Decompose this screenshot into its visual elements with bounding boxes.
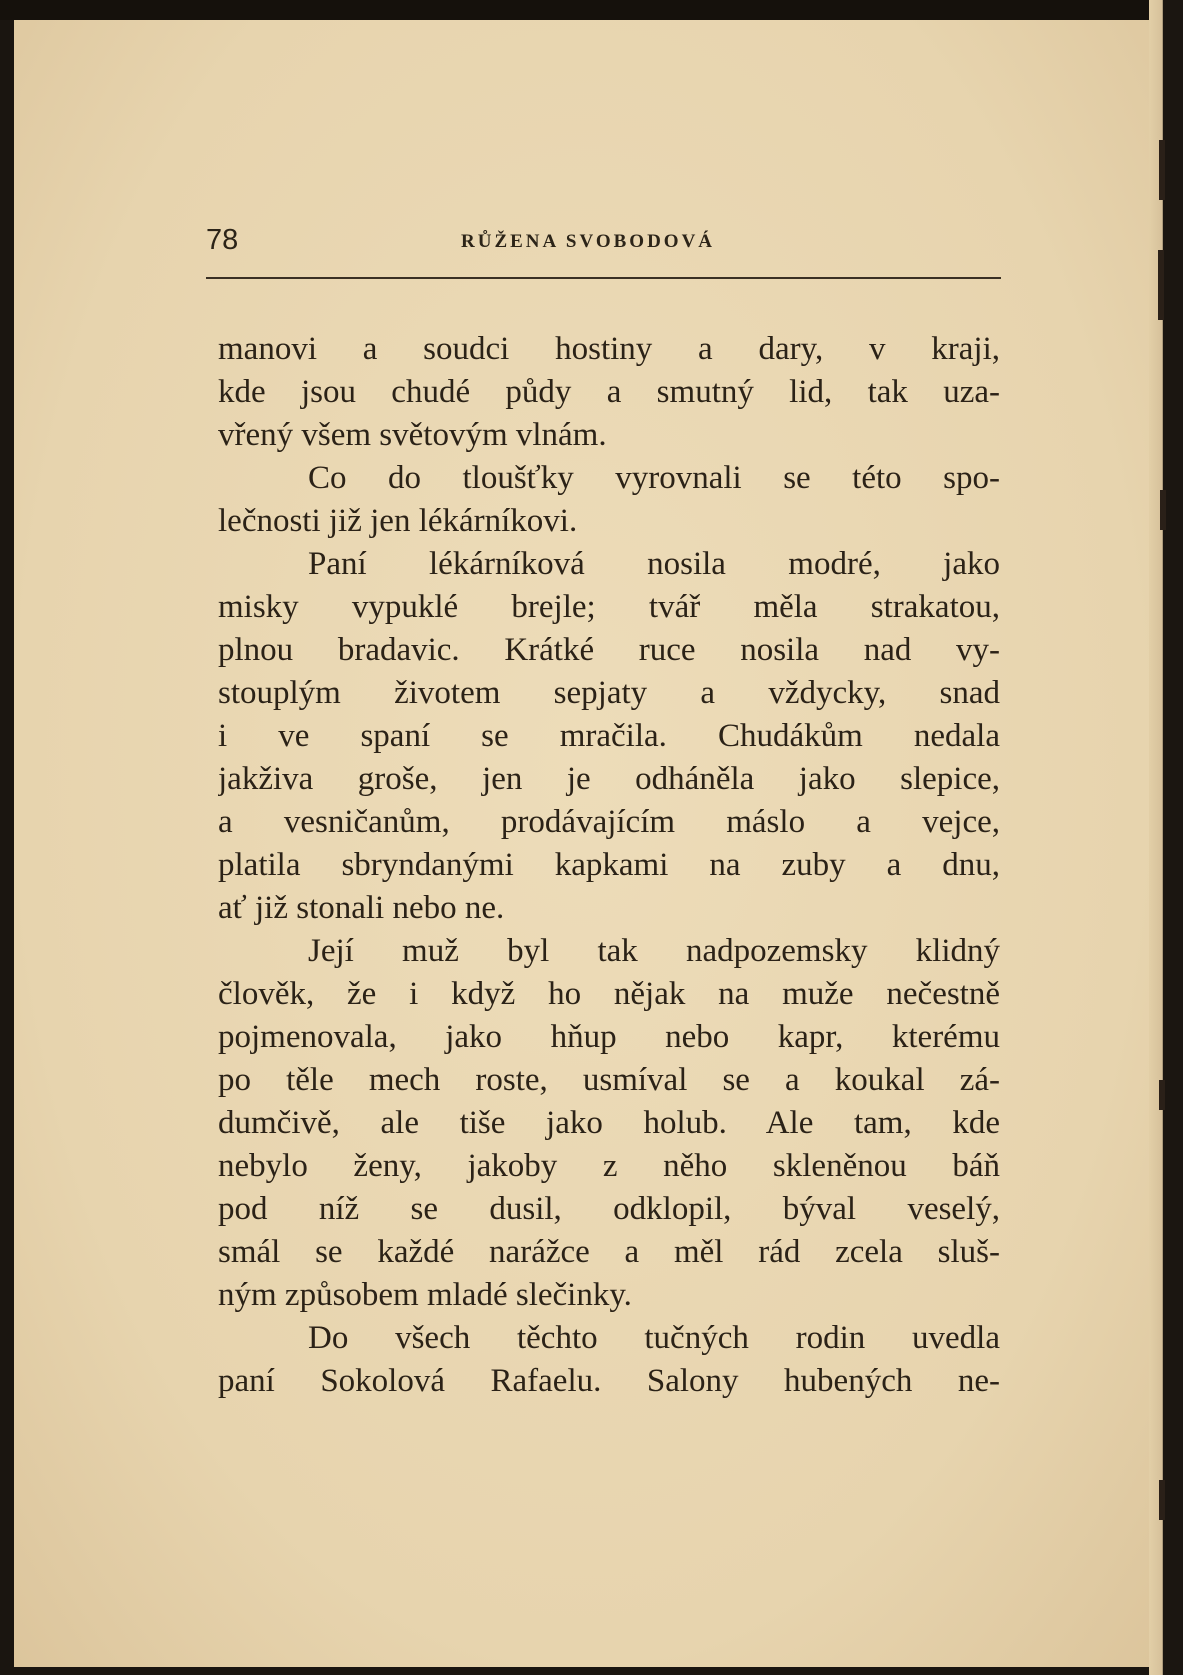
text-line: pojmenovala, jako hňup nebo kapr, kterému: [218, 1019, 1000, 1055]
text-line: Paní lékárníková nosila modré, jako: [308, 546, 1000, 582]
running-head: RŮŽENA SVOBODOVÁ: [461, 231, 716, 252]
text-line: Do všech těchto tučných rodin uvedla: [308, 1320, 1000, 1356]
text-line: ať již stonali nebo ne.: [218, 890, 505, 926]
text-line: paní Sokolová Rafaelu. Salony hubených ne-: [218, 1363, 1000, 1399]
page-number: 78: [206, 224, 239, 256]
binding-mark: [1159, 140, 1165, 200]
text-line: lečnosti již jen lékárníkovi.: [218, 503, 578, 539]
text-line: Co do tloušťky vyrovnali se této spo-: [308, 460, 1000, 496]
text-line: i ve spaní se mračila. Chudákům nedala: [218, 718, 1000, 754]
text-line: člověk, že i když ho nějak na muže nečestně: [218, 976, 1000, 1012]
text-line: Její muž byl tak nadpozemsky klidný: [308, 933, 1000, 969]
scan-top-border: [0, 0, 1183, 20]
text-line: dumčivě, ale tiše jako holub. Ale tam, kde: [218, 1105, 1000, 1141]
text-line: nebylo ženy, jakoby z něho skleněnou báň: [218, 1148, 1000, 1184]
text-line: manovi a soudci hostiny a dary, v kraji,: [218, 331, 1000, 367]
text-line: a vesničanům, prodávajícím máslo a vejce,: [218, 804, 1000, 840]
text-line: plnou bradavic. Krátké ruce nosila nad vy-: [218, 632, 1000, 668]
text-line: po těle mech roste, usmíval se a koukal zá-: [218, 1062, 1000, 1098]
binding-mark: [1160, 490, 1166, 530]
binding-mark: [1159, 1480, 1165, 1520]
scan-right-edge: [1149, 0, 1183, 1675]
text-line: jakživa groše, jen je odháněla jako slepice,: [218, 761, 1000, 797]
text-line: platila sbryndanými kapkami na zuby a dnu,: [218, 847, 1000, 883]
page-header: [206, 222, 1001, 262]
header-rule: [206, 277, 1001, 279]
text-line: vřený všem světovým vlnám.: [218, 417, 607, 453]
body-text: [218, 328, 1000, 1403]
text-line: stouplým životem sepjaty a vždycky, snad: [218, 675, 1000, 711]
text-line: kde jsou chudé půdy a smutný lid, tak uza-: [218, 374, 1000, 410]
binding-mark: [1159, 1080, 1165, 1110]
text-line: misky vypuklé brejle; tvář měla strakatou,: [218, 589, 1000, 625]
binding-mark: [1158, 250, 1164, 320]
text-line: smál se každé narážce a měl rád zcela sluš-: [218, 1234, 1000, 1270]
text-line: pod níž se dusil, odklopil, býval veselý,: [218, 1191, 1000, 1227]
text-line: ným způsobem mladé slečinky.: [218, 1277, 632, 1313]
